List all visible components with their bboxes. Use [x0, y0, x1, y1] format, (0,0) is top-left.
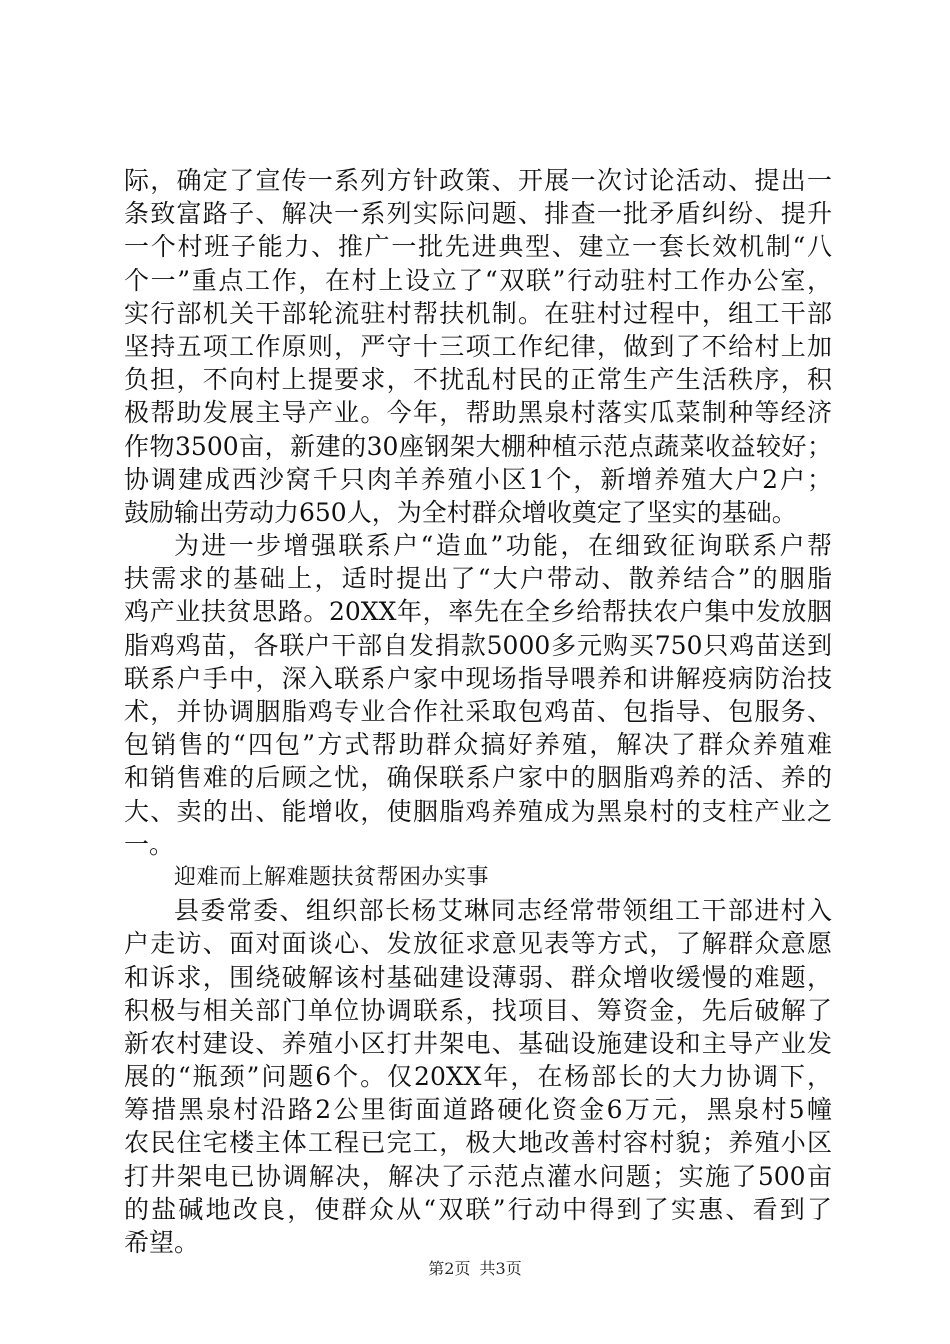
text-line: 为进一步增强联系户“造血”功能，在细致征询联系户帮	[174, 531, 832, 561]
text-line: 户走访、面对面谈心、发放征求意见表等方式，了解群众意愿	[124, 929, 832, 959]
section-heading: 迎难而上解难题扶贫帮困办实事	[174, 864, 490, 890]
text-line: 联系户手中，深入联系户家中现场指导喂养和讲解疫病防治技	[124, 663, 832, 693]
text-line: 负担，不向村上提要求，不扰乱村民的正常生产生活秩序，积	[124, 365, 832, 395]
text-line: 极帮助发展主导产业。今年，帮助黑泉村落实瓜菜制种等经济	[124, 398, 832, 428]
text-line: 际，确定了宣传一系列方针政策、开展一次讨论活动、提出一	[124, 166, 832, 195]
text-line: 个一”重点工作，在村上设立了“双联”行动驻村工作办公室，	[124, 265, 832, 295]
text-line: 希望。	[124, 1228, 200, 1257]
text-line: 大、卖的出、能增收，使胭脂鸡养殖成为黑泉村的支柱产业之	[124, 796, 832, 826]
text-line: 协调建成西沙窝千只肉羊养殖小区1个，新增养殖大户2户；	[124, 464, 832, 494]
text-line: 展的“瓶颈”问题6个。仅20XX年，在杨部长的大力协调下，	[124, 1062, 832, 1092]
text-line: 和销售难的后顾之忧，确保联系户家中的胭脂鸡养的活、养的	[124, 763, 832, 793]
page-footer	[0, 1256, 950, 1279]
text-line: 鼓励输出劳动力650人，为全村群众增收奠定了坚实的基础。	[124, 497, 797, 527]
text-line: 新农村建设、养殖小区打井架电、基础设施建设和主导产业发	[124, 1028, 832, 1058]
text-line: 坚持五项工作原则，严守十三项工作纪律，做到了不给村上加	[124, 331, 832, 361]
text-line: 扶需求的基础上，适时提出了“大户带动、散养结合”的胭脂	[124, 564, 832, 594]
text-line: 作物3500亩，新建的30座钢架大棚种植示范点蔬菜收益较好；	[124, 431, 832, 461]
text-line: 筹措黑泉村沿路2公里街面道路硬化资金6万元，黑泉村5幢	[124, 1095, 832, 1125]
document-body	[124, 164, 832, 1259]
text-line: 和诉求，围绕破解该村基础建设薄弱、群众增收缓慢的难题，	[124, 962, 832, 992]
page-number: 第2页	[428, 1259, 471, 1278]
text-line: 县委常委、组织部长杨艾琳同志经常带领组工干部进村入	[174, 896, 832, 926]
text-line: 包销售的“四包”方式帮助群众搞好养殖，解决了群众养殖难	[124, 730, 832, 760]
text-line: 的盐碱地改良，使群众从“双联”行动中得到了实惠、看到了	[124, 1194, 832, 1224]
text-line: 脂鸡鸡苗，各联户干部自发捐款5000多元购买750只鸡苗送到	[124, 630, 832, 660]
text-line: 积极与相关部门单位协调联系，找项目、筹资金，先后破解了	[124, 995, 832, 1025]
text-line: 一个村班子能力、推广一批先进典型、建立一套长效机制“八	[124, 232, 832, 262]
text-line: 术，并协调胭脂鸡专业合作社采取包鸡苗、包指导、包服务、	[124, 697, 832, 726]
page-total: 共3页	[479, 1259, 522, 1278]
text-line: 条致富路子、解决一系列实际问题、排查一批矛盾纠纷、提升	[124, 199, 832, 229]
text-line: 农民住宅楼主体工程已完工，极大地改善村容村貌；养殖小区	[124, 1128, 832, 1158]
text-line: 鸡产业扶贫思路。20XX年，率先在全乡给帮扶农户集中发放胭	[124, 597, 832, 627]
text-line: 打井架电已协调解决，解决了示范点灌水问题；实施了500亩	[124, 1161, 832, 1191]
text-line: 一。	[124, 829, 175, 859]
text-line: 实行部机关干部轮流驻村帮扶机制。在驻村过程中，组工干部	[124, 298, 832, 328]
